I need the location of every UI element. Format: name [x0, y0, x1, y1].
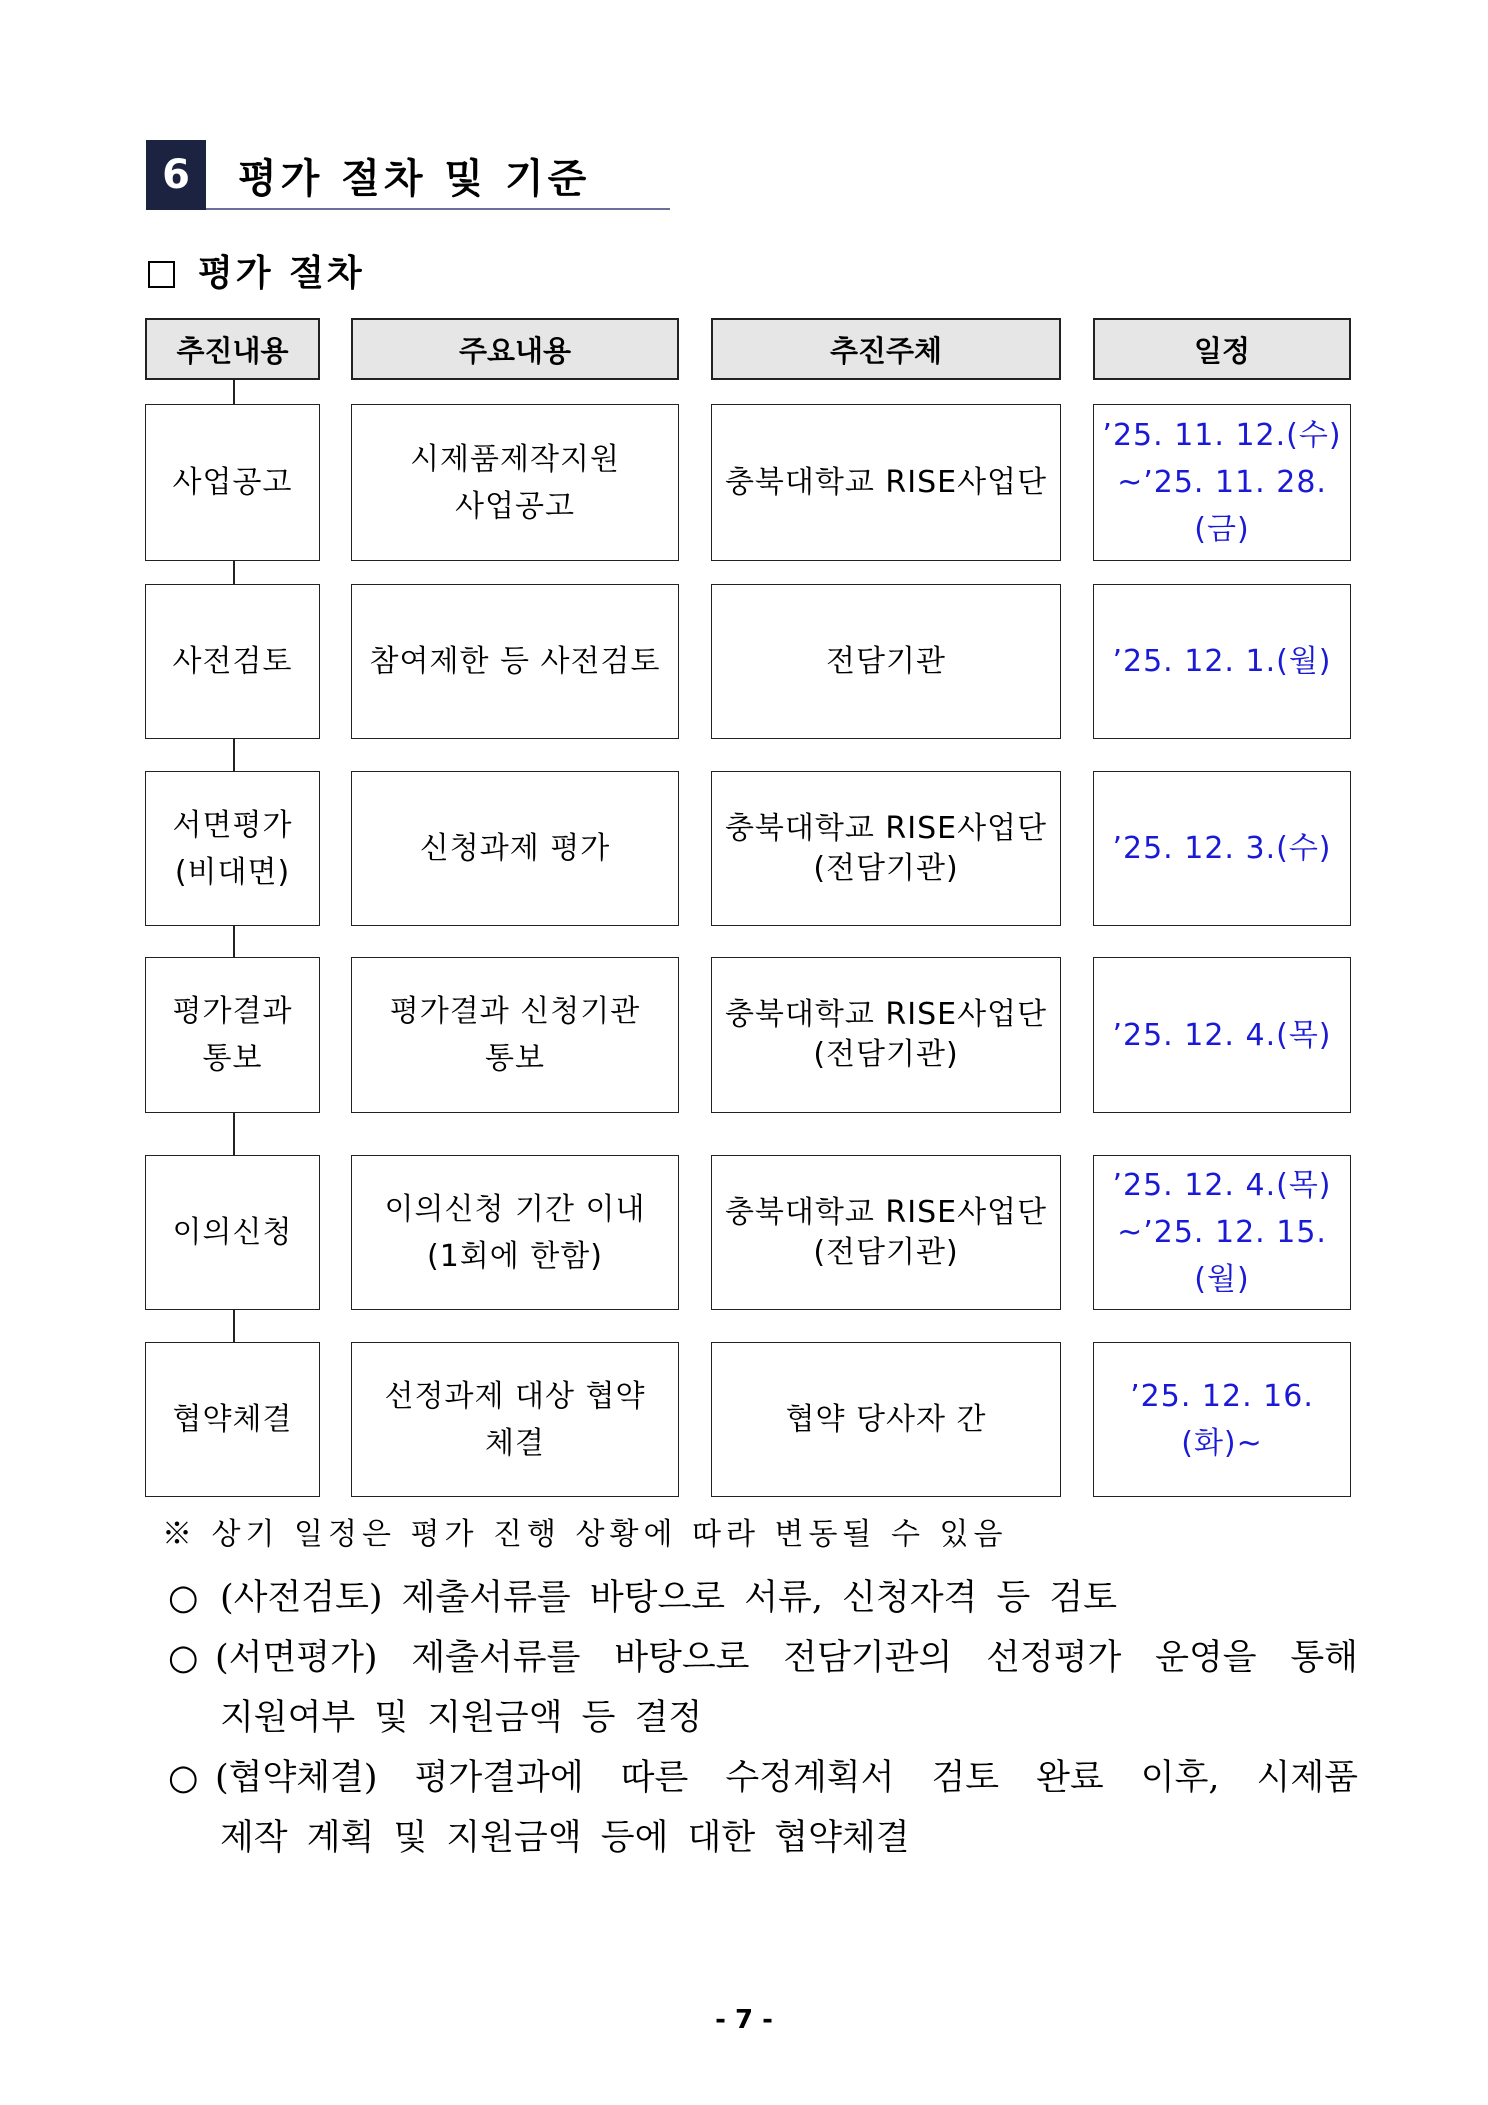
- bullet-circle-icon: ○: [168, 1758, 199, 1798]
- row-content: 평가결과 신청기관 통보: [351, 957, 679, 1113]
- bullet-text-continued: 제작 계획 및 지원금액 등에 대한 협약체결: [220, 1818, 910, 1858]
- section-underline: [206, 208, 670, 210]
- schedule-note: ※ 상기 일정은 평가 진행 상황에 따라 변동될 수 있음: [162, 1517, 1008, 1552]
- row-step: 서면평가 (비대면): [145, 771, 320, 926]
- row-step: 사전검토: [145, 584, 320, 739]
- subsection-title: 평가 절차: [198, 253, 365, 294]
- bullet-text-continued: 지원여부 및 지원금액 등 결정: [220, 1698, 703, 1738]
- bullet-text: (협약체결) 평가결과에 따른 수정계획서 검토 완료 이후, 시제품: [215, 1758, 1358, 1798]
- row-content: 선정과제 대상 협약 체결: [351, 1342, 679, 1497]
- section-title: 평가 절차 및 기준: [238, 155, 591, 202]
- page-number: - 7 -: [715, 2005, 773, 2035]
- row-step: 협약체결: [145, 1342, 320, 1497]
- row-content: 신청과제 평가: [351, 771, 679, 926]
- bullet-text: (사전검토) 제출서류를 바탕으로 서류, 신청자격 등 검토: [220, 1578, 1118, 1618]
- row-schedule: ’25. 12. 4.(목) ~’25. 12. 15.(월): [1093, 1155, 1351, 1310]
- bullet-text: (서면평가) 제출서류를 바탕으로 전담기관의 선정평가 운영을 통해: [215, 1638, 1358, 1678]
- row-content: 참여제한 등 사전검토: [351, 584, 679, 739]
- header-content: 주요내용: [351, 318, 679, 380]
- row-actor: 충북대학교 RISE사업단: [711, 404, 1061, 561]
- row-schedule: ’25. 12. 4.(목): [1093, 957, 1351, 1113]
- row-schedule: ’25. 12. 3.(수): [1093, 771, 1351, 926]
- bullet-circle-icon: ○: [168, 1638, 199, 1678]
- row-content: 이의신청 기간 이내 (1회에 한함): [351, 1155, 679, 1310]
- row-content: 시제품제작지원 사업공고: [351, 404, 679, 561]
- header-actor: 추진주체: [711, 318, 1061, 380]
- row-step: 사업공고: [145, 404, 320, 561]
- checkbox-square-icon: [148, 261, 175, 288]
- bullet-item: [168, 1628, 1358, 1748]
- row-actor: 협약 당사자 간: [711, 1342, 1061, 1497]
- row-actor: 전담기관: [711, 584, 1061, 739]
- row-actor: 충북대학교 RISE사업단 (전담기관): [711, 957, 1061, 1113]
- row-step: 이의신청: [145, 1155, 320, 1310]
- bullet-item: [168, 1568, 1358, 1628]
- row-schedule: ’25. 12. 16.(화)~: [1093, 1342, 1351, 1497]
- header-step: 추진내용: [145, 318, 320, 380]
- header-schedule: 일정: [1093, 318, 1351, 380]
- row-schedule: ’25. 11. 12.(수) ~’25. 11. 28.(금): [1093, 404, 1351, 561]
- row-actor: 충북대학교 RISE사업단 (전담기관): [711, 771, 1061, 926]
- bullet-item: [168, 1748, 1358, 1868]
- row-step: 평가결과 통보: [145, 957, 320, 1113]
- section-number: 6: [146, 140, 206, 210]
- bullet-circle-icon: ○: [168, 1578, 199, 1618]
- row-schedule: ’25. 12. 1.(월): [1093, 584, 1351, 739]
- row-actor: 충북대학교 RISE사업단 (전담기관): [711, 1155, 1061, 1310]
